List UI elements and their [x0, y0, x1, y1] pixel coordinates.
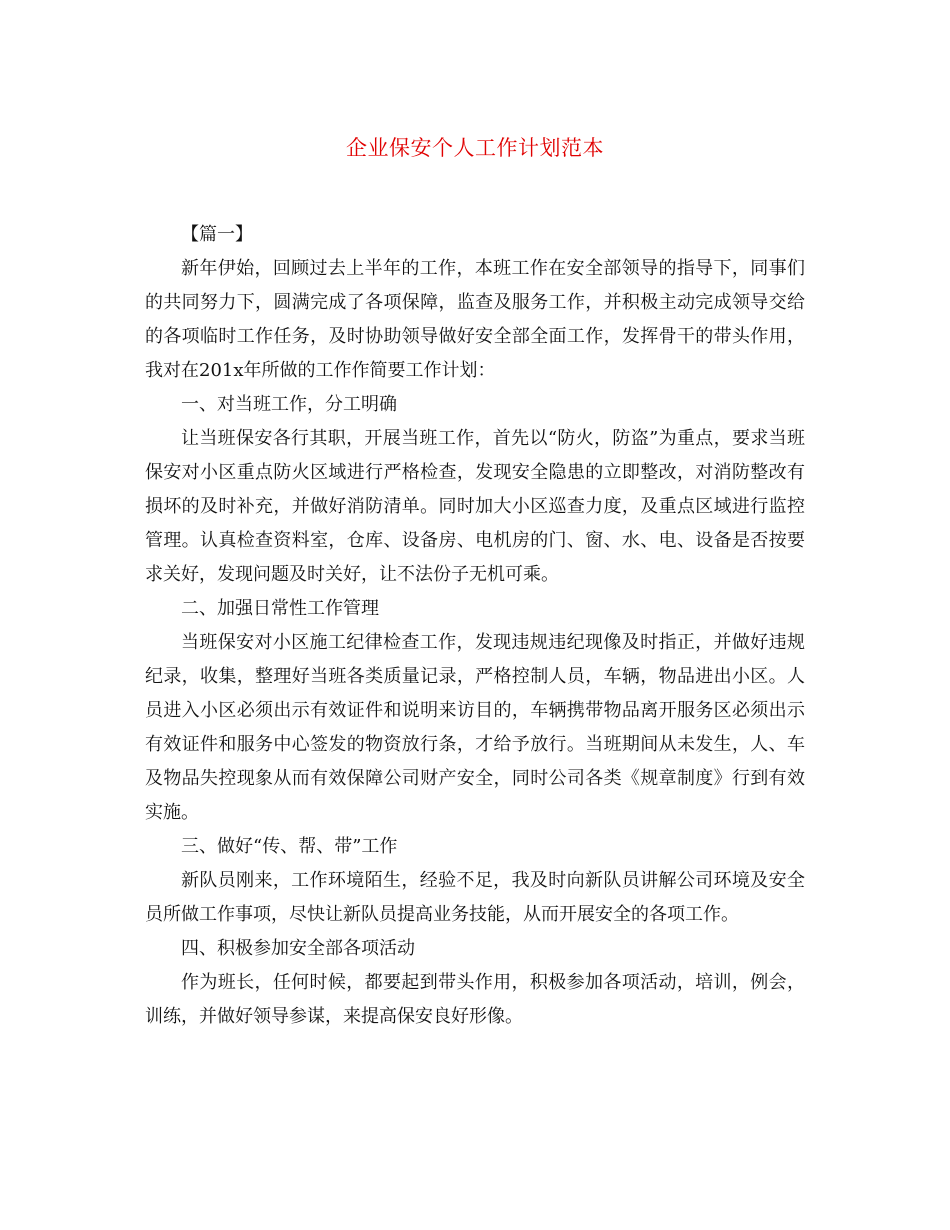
intro-paragraph: 新年伊始，回顾过去上半年的工作，本班工作在安全部领导的指导下，同事们的共同努力下，圆满完成了各项保障，监查及服务工作，并积极主动完成领导交给的各项临时工作任务，及时协助领导做好安全部全面工作，发挥骨干的带头作用，我对在201x年所做的工作作简要工作计划： — [145, 258, 805, 381]
item-heading-2: 二、加强日常性工作管理 — [181, 598, 379, 619]
item-heading-1: 一、对当班工作，分工明确 — [181, 394, 397, 415]
item-paragraph-2: 当班保安对小区施工纪律检查工作，发现违规违纪现像及时指正，并做好违规纪录，收集，整理好当班各类质量记录，严格控制人员，车辆，物品进出小区。人员进入小区必须出示有效证件和说明来访目的，车辆携带物品离开服务区必须出示有效证件和服务中心签发的物资放行条，才给予放行。当班期间从未发生，人、车及物品失控现象从而有效保障公司财产安全，同时公司各类《规章制度》行到有效实施。 — [145, 632, 805, 823]
item-heading-4: 四、积极参加安全部各项活动 — [181, 938, 415, 959]
section-label: 【篇一】 — [181, 224, 253, 245]
item-heading-3: 三、做好“传、帮、带”工作 — [181, 836, 398, 857]
document-body — [145, 218, 805, 1034]
item-paragraph-1: 让当班保安各行其职，开展当班工作，首先以“防火，防盗”为重点，要求当班保安对小区重点防火区域进行严格检查，发现安全隐患的立即整改，对消防整改有损坏的及时补充，并做好消防清单。同时加大小区巡查力度，及重点区域进行监控管理。认真检查资料室，仓库、设备房、电机房的门、窗、水、电、设备是否按要求关好，发现问题及时关好，让不法份子无机可乘。 — [145, 428, 805, 585]
item-paragraph-4: 作为班长，任何时候，都要起到带头作用，积极参加各项活动，培训，例会，训练，并做好领导参谋，来提高保安良好形像。 — [145, 972, 805, 1027]
document-title: 企业保安个人工作计划范本 — [346, 136, 604, 160]
item-paragraph-3: 新队员刚来，工作环境陌生，经验不足，我及时向新队员讲解公司环境及安全员所做工作事项，尽快让新队员提高业务技能，从而开展安全的各项工作。 — [145, 870, 805, 925]
